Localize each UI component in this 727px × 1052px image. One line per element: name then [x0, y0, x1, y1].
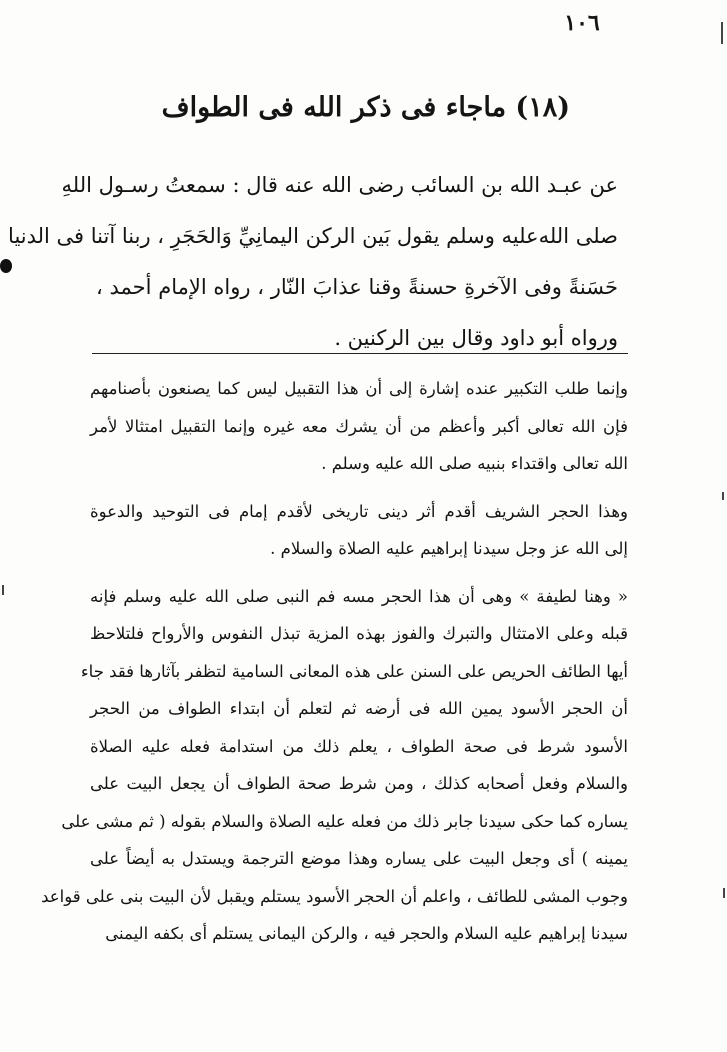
commentary-paragraph: [41, 578, 628, 953]
commentary-line: سيدنا إبراهيم عليه السلام والحجر فيه ، والركن اليمانى يستلم أى بكفه اليمنى: [105, 924, 628, 943]
section-divider: [92, 353, 628, 354]
commentary-line: قبله وعلى الامتثال والتبرك والفوز بهذه المزية تبذل النفوس والأرواح فلتلاحظ: [90, 624, 628, 643]
page-number: ١٠٦: [564, 10, 600, 36]
commentary-paragraph: [90, 370, 628, 483]
hadith-line: صلى الله‌عليه وسلم يقول بَين الركن اليمانِيِّ وَالحَجَرِ ، ربنا آتنا فى الدنيا: [8, 224, 618, 248]
commentary-line: أيها الطائف الحريص على السنن على هذه المعانى السامية لتظفر بآثارها فقد جاء: [80, 661, 628, 681]
scan-mark: [2, 585, 4, 595]
scan-blot: [0, 259, 12, 273]
commentary-paragraph: [90, 493, 628, 568]
scan-mark: [722, 492, 724, 500]
commentary-line: يمينه ) أى وجعل البيت على يساره وهذا موضع الترجمة ويستدل به أيضاً على: [90, 849, 628, 868]
commentary-line: والسلام وفعل أصحابه كذلك ، ومن شرط صحة الطواف أن يجعل البيت على: [90, 774, 628, 793]
commentary-line: إلى الله عز وجل سيدنا إبراهيم عليه الصلاة والسلام .: [270, 539, 628, 558]
chapter-title: (١٨) ماجاء فى ذكر الله فى الطواف: [161, 92, 570, 123]
commentary-line: وجوب المشى للطائف ، واعلم أن الحجر الأسود يستلم ويقبل لأن البيت بنى على قواعد: [41, 886, 628, 906]
commentary-line: يساره كما حكى سيدنا جابر ذلك من فعله عليه الصلاة والسلام بقوله ( ثم مشى على: [61, 811, 628, 831]
commentary-text: [41, 370, 628, 963]
commentary-line: « وهنا لطيفة » وهى أن هذا الحجر مسه فم النبى صلى الله عليه وسلم فإنه: [90, 586, 628, 606]
scan-mark: [723, 888, 725, 898]
commentary-line: أن الحجر الأسود يمين الله فى أرضه ثم لتعلم أن ابتداء الطواف من الحجر: [90, 699, 628, 718]
commentary-line: وهذا الحجر الشريف أقدم أثر دينى تاريخى لأقدم إمام فى التوحيد والدعوة: [90, 501, 628, 521]
hadith-line: عن عبـد الله بن السائب رضى الله عنه قال : سمعتُ رسـول اللهِ: [61, 173, 618, 197]
commentary-line: وإنما طلب التكبير عنده إشارة إلى أن هذا التقبيل ليس كما يصنعون بأصنامهم: [90, 379, 628, 398]
scan-mark: [721, 22, 723, 44]
commentary-line: فإن الله تعالى أكبر وأعظم من أن يشرك معه غيره وإنما التقبيل امتثالا لأمر: [90, 416, 628, 436]
hadith-line: حَسَنةً وفى الآخرةِ حسنةً وقنا عذابَ النّار ، رواه الإمام أحمد ،: [96, 275, 618, 299]
hadith-text: [8, 160, 618, 364]
hadith-line: ورواه أبو داود وقال بين الركنين .: [334, 326, 618, 350]
commentary-line: الله تعالى واقتداء بنبيه صلى الله عليه وسلم .: [321, 454, 628, 473]
commentary-line: الأسود شرط فى صحة الطواف ، يعلم ذلك من استدامة فعله عليه الصلاة: [90, 736, 628, 756]
